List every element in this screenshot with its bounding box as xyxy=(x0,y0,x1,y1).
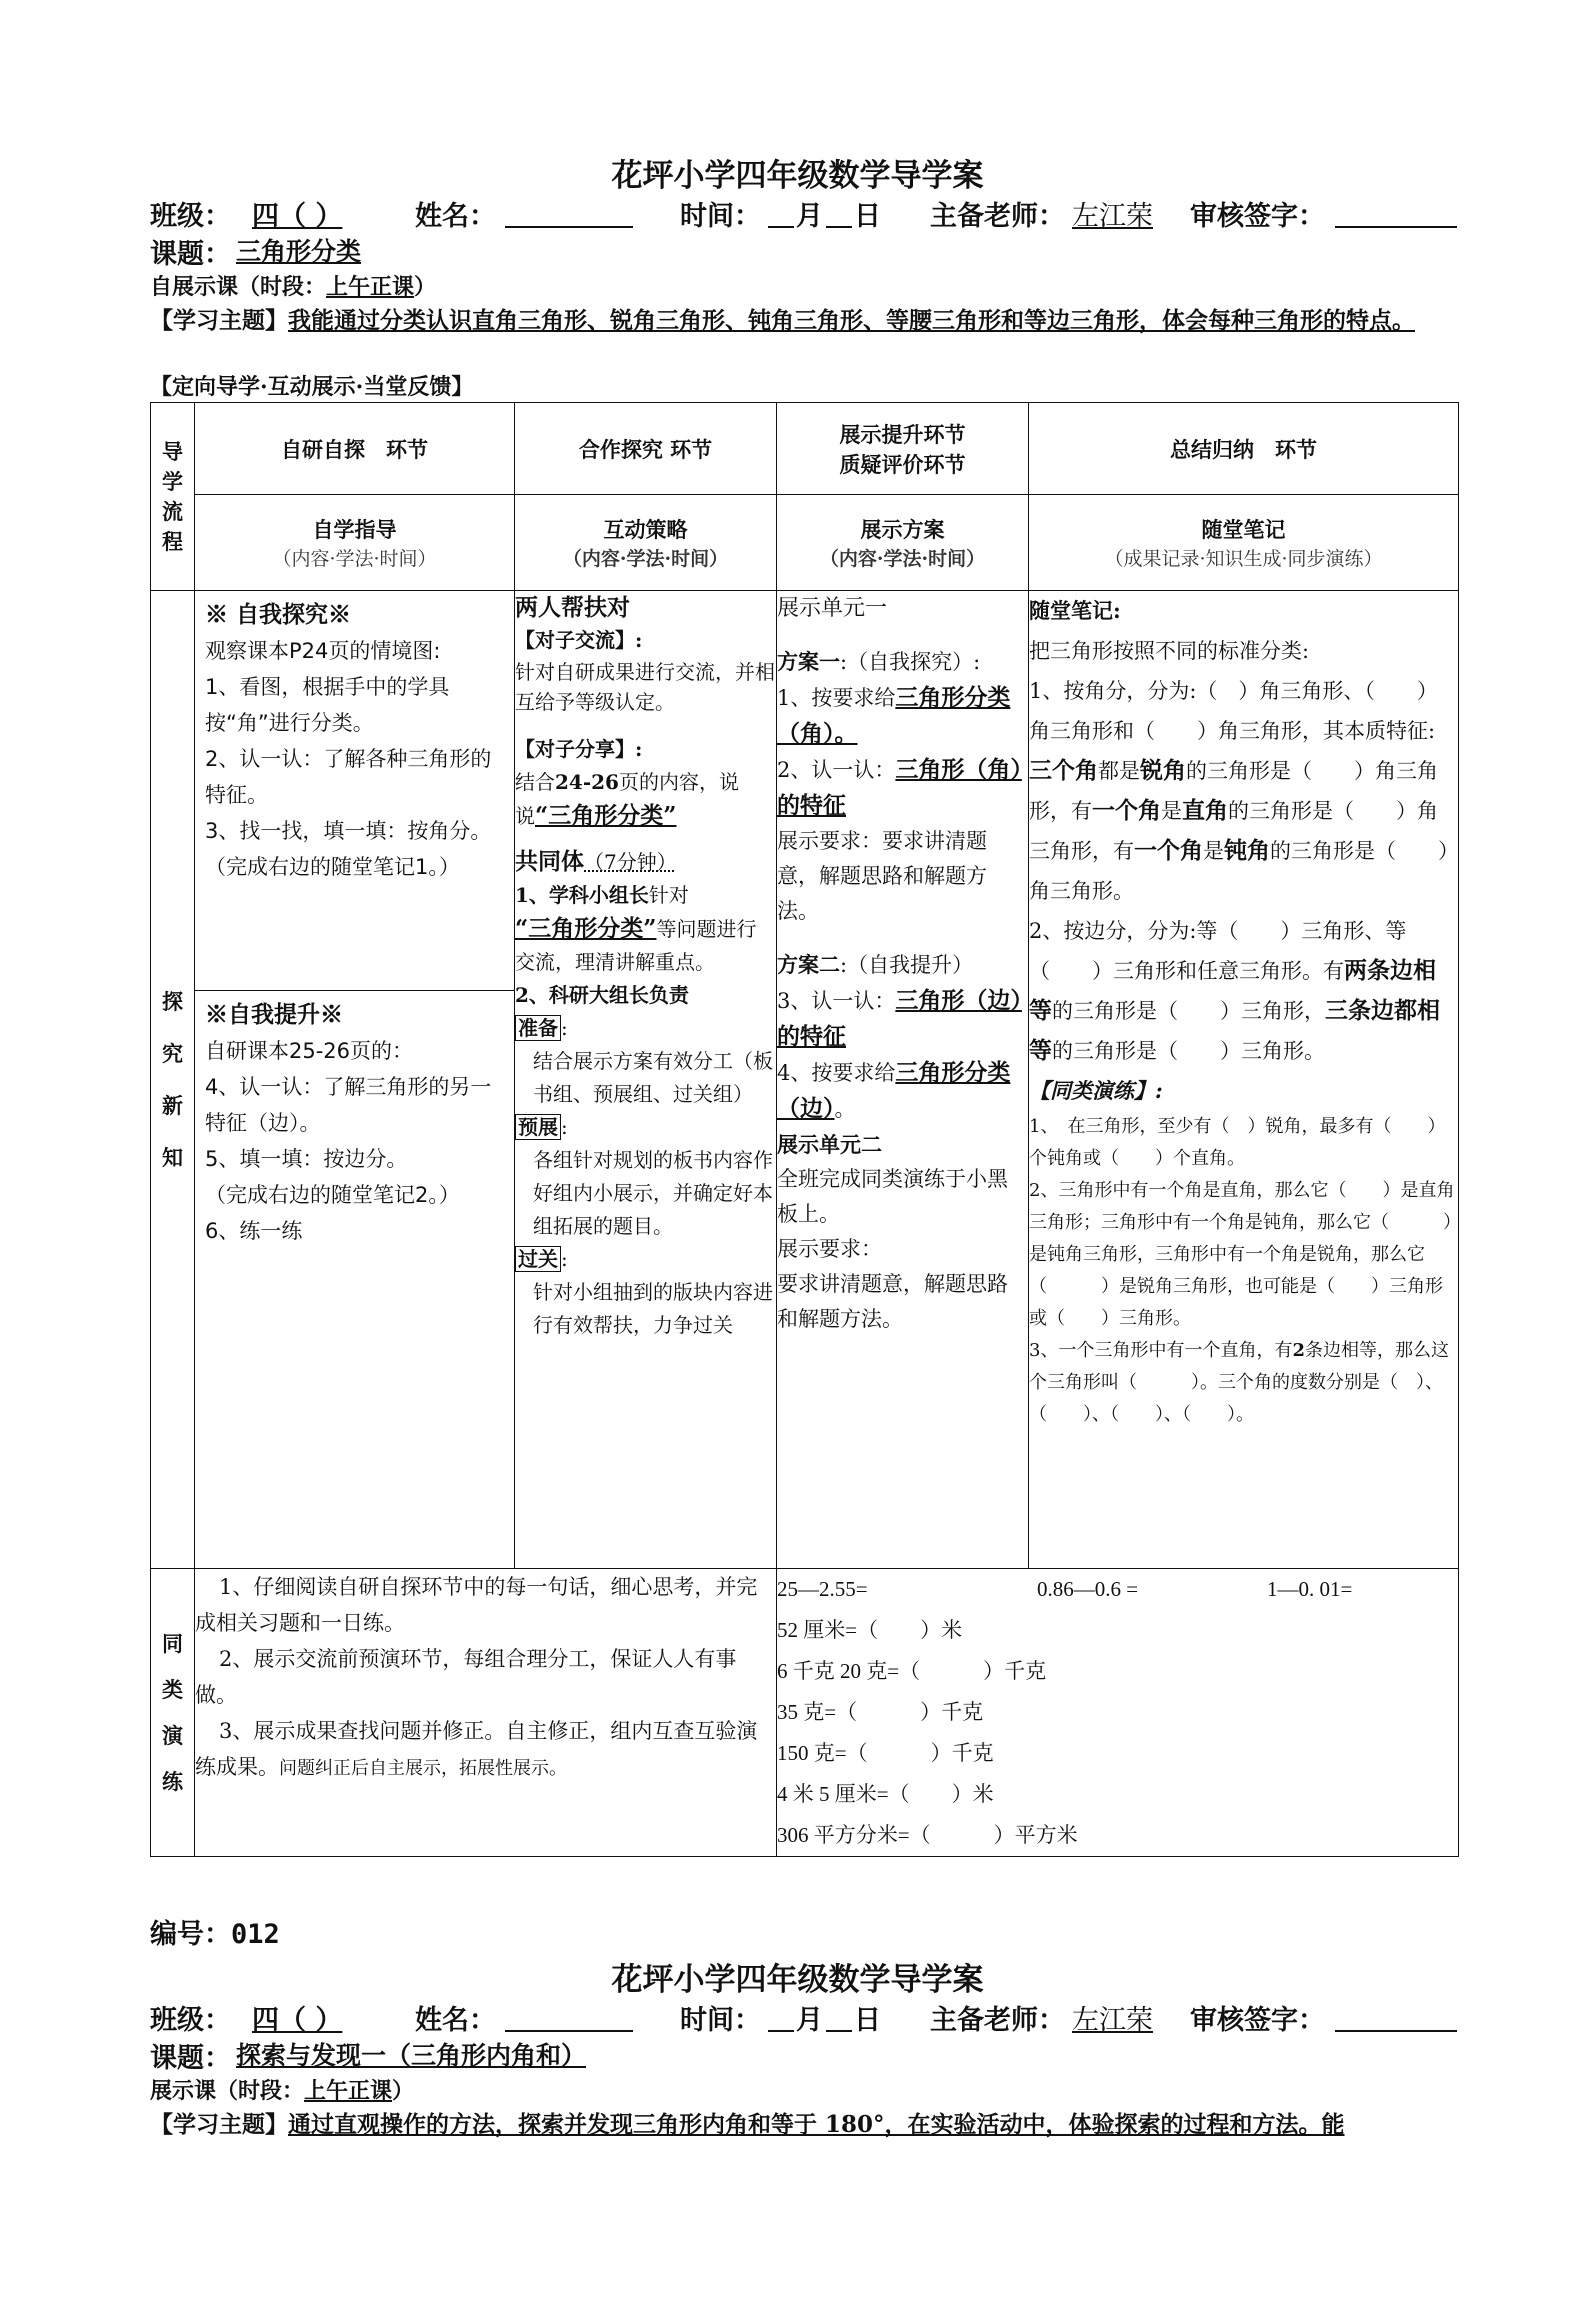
topic-row-2 xyxy=(150,2036,850,2074)
teacher-value: 左江荣 xyxy=(1072,201,1153,232)
step-text: 2、认一认： xyxy=(777,758,896,782)
lesson-type xyxy=(150,270,436,301)
col4-head: 总结归纳 环节 xyxy=(1029,403,1459,495)
colon: : xyxy=(561,1115,568,1139)
notes-text: 1、按角分，分为:（ ）角三角形、（ ）角三角形和（ ）角三角形，其本质特征: xyxy=(1029,679,1438,743)
notes-text: 都是 xyxy=(1098,759,1140,783)
col4-sub xyxy=(1029,495,1459,591)
topic-value: 探索与发现一（三角形内角和） xyxy=(236,2041,587,2070)
step-text: 4、按要求给 xyxy=(777,1061,896,1085)
notes-text: 是 xyxy=(1161,799,1182,823)
review-label: 审核签字： xyxy=(1190,2005,1325,2036)
col3-head-line2: 质疑评价环节 xyxy=(839,451,966,477)
practice-guide-small: 问题纠正后自主展示，拓展性展示。 xyxy=(279,1758,567,1779)
explore-label-cell xyxy=(151,591,195,1569)
col3-sub-title: 展示方案 xyxy=(860,517,945,542)
calc-item: 25—2.55= xyxy=(777,1577,868,1601)
self-improve-title: ※自我提升※ xyxy=(205,1001,343,1028)
step-end: 。 xyxy=(834,1097,856,1121)
practice-q1: 1、 在三角形，至少有（ ）锐角，最多有（ ）个钝角或（ ）个直角。 xyxy=(1029,1116,1446,1169)
day-field[interactable] xyxy=(826,198,852,228)
theme-prefix: 【学习主题】 xyxy=(150,2111,288,2138)
notes-key: 一个角 xyxy=(1134,837,1203,864)
calc-item: 1—0. 01= xyxy=(1267,1577,1353,1601)
pair-share-label: 【对子分享】: xyxy=(515,737,643,761)
header-info-row xyxy=(150,194,1460,232)
notes-key: 钝角 xyxy=(1224,837,1270,864)
step-topic: 三角形（边）的特征 xyxy=(777,987,1022,1050)
col3-head xyxy=(777,403,1029,495)
leader-text: 针对 xyxy=(648,883,689,907)
month-field[interactable] xyxy=(768,198,794,228)
self-explore-line: 观察课本P24页的情境图: xyxy=(205,639,441,663)
col1-sub-title: 自学指导 xyxy=(312,517,397,542)
teacher-label: 主备老师： xyxy=(930,2005,1065,2036)
lesson-type-label: 自展示课（时段： xyxy=(150,274,327,300)
notes-key: 三个角 xyxy=(1029,757,1098,784)
serial-value: 012 xyxy=(231,1919,280,1950)
calc-item: 0.86—0.6 = xyxy=(1037,1577,1139,1601)
practice-q3 xyxy=(1029,1335,1458,1431)
notes-text: 的三角形是（ ）三角形， xyxy=(1052,999,1325,1023)
practice-guide-text: 3、展示成果查找问题并修正。自主修正，组内互查互验演练成果。 xyxy=(195,1719,758,1779)
colon: : xyxy=(561,1247,568,1271)
practice-label: 同类演练 xyxy=(162,1630,183,1794)
col2-sub xyxy=(515,495,777,591)
notes-key: 一个角 xyxy=(1092,797,1161,824)
practice-label-cell xyxy=(151,1569,195,1857)
practice-guide-item xyxy=(195,1713,764,1787)
lesson-type-end: ） xyxy=(414,274,437,300)
self-explore-line: 3、找一找，填一填：按角分。 xyxy=(205,819,492,843)
teacher-label: 主备老师： xyxy=(930,201,1065,232)
community-title: 共同体 xyxy=(515,848,584,875)
notes-key: 2 xyxy=(1292,1340,1305,1361)
pass-box: 过关 xyxy=(515,1246,561,1272)
self-improve-line: 6、练一练 xyxy=(205,1219,303,1243)
self-improve-line: 5、填一填：按边分。 xyxy=(205,1147,408,1171)
class-value[interactable]: 四（ ） xyxy=(252,2005,343,2036)
theme-prefix: 【学习主题】 xyxy=(150,307,288,334)
pair-exchange-label: 【对子交流】: xyxy=(515,628,643,652)
lesson-type-label: 展示课（时段： xyxy=(150,2078,305,2104)
practice-title: 【同类演练】: xyxy=(1029,1078,1163,1103)
plan-1-line xyxy=(777,644,1028,680)
step-topic: 三角形分类（边） xyxy=(777,1059,1011,1122)
topic-value: 三角形分类 xyxy=(236,237,362,266)
practice-guide-cell xyxy=(195,1569,777,1857)
plan-2-step-3 xyxy=(777,983,1028,1055)
learning-theme xyxy=(150,304,1450,337)
prepare-box: 准备 xyxy=(515,1015,561,1041)
flow-label: 导学流程 xyxy=(162,438,183,554)
cooperation-cell xyxy=(515,591,777,1569)
preview-line xyxy=(515,1111,776,1144)
spacer xyxy=(777,929,1028,947)
self-explore-line: 2、认一认：了解各种三角形的特征。 xyxy=(205,747,492,807)
pair-share-text xyxy=(515,766,776,833)
display-unit-2: 展示单元二 xyxy=(777,1132,882,1157)
serial-label: 编号： xyxy=(150,1919,231,1950)
self-explore-line: 1、看图，根据手中的学具按“角”进行分类。 xyxy=(205,675,450,735)
col2-sub-note: （内容·学法·时间） xyxy=(562,548,729,570)
calc-item: 35 克=（ ）千克 xyxy=(777,1700,984,1724)
preview-text: 各组针对规划的板书内容作好组内小展示，并确定好本组拓展的题目。 xyxy=(533,1148,773,1238)
self-explore-line: （完成右边的随堂笔记1。） xyxy=(205,855,460,879)
page-title: 花坪小学四年级数学导学案 xyxy=(611,158,984,194)
calc-row-1 xyxy=(777,1569,1458,1610)
day-label: 日 xyxy=(854,2005,881,2036)
prepare-text: 结合展示方案有效分工（板书组、预展组、过关组） xyxy=(533,1049,773,1106)
display-requirement-text: 要求讲清题意，解题思路和解题方法。 xyxy=(777,1272,1008,1331)
self-improve-line: （完成右边的随堂笔记2。） xyxy=(205,1183,460,1207)
step-text: 3、认一认： xyxy=(777,989,896,1013)
col4-sub-note: （成果记录·知识生成·同步演练） xyxy=(1104,548,1383,570)
col4-sub-title: 随堂笔记 xyxy=(1201,517,1286,542)
col2-head: 合作探究 环节 xyxy=(515,403,777,495)
plan-1-label: 方案一 xyxy=(777,649,840,674)
theme-text: 我能通过分类认识直角三角形、锐角三角形、钝角三角形、等腰三角形和等边三角形，体会每种三角形的特点。 xyxy=(288,307,1415,334)
pass-text: 针对小组抽到的版块内容进行有效帮扶，力争过关 xyxy=(533,1280,773,1337)
leader-topic-text: 等问题进行交流，理清讲解重点。 xyxy=(515,917,757,974)
leader-line xyxy=(515,879,776,912)
class-notes-cell xyxy=(1029,591,1459,1569)
plan-2-note: :（自我提升） xyxy=(840,953,974,977)
day-label: 日 xyxy=(854,201,881,232)
spacer xyxy=(515,833,776,845)
research-leader: 2、科研大组长负责 xyxy=(515,983,689,1007)
prepare-line xyxy=(515,1012,776,1045)
name-field[interactable] xyxy=(505,2002,633,2032)
display-plan-cell xyxy=(777,591,1029,1569)
notes-key: 直角 xyxy=(1182,797,1228,824)
notes-text: 的三角形是（ ）角三角形。 xyxy=(1029,839,1449,903)
topic-row xyxy=(150,232,550,270)
pair-help-title: 两人帮扶对 xyxy=(515,594,630,621)
header-info-row-2 xyxy=(150,1998,1460,2036)
notes-text: 2、按边分，分为:等（ ）三角形、等（ ）三角形和任意三角形。有 xyxy=(1029,919,1407,983)
step-text: 1、按要求给 xyxy=(777,686,896,710)
review-label: 审核签字： xyxy=(1190,201,1325,232)
name-field[interactable] xyxy=(505,198,633,228)
notes-text: 的三角形是（ ）三角形。 xyxy=(1052,1039,1325,1063)
plan-2-step-4 xyxy=(777,1055,1028,1127)
spacer xyxy=(777,626,1028,644)
pair-share-part: 结合 xyxy=(515,770,555,794)
theme-text: 通过直观操作的方法，探索并发现三角形内角和等于 180°，在实验活动中，体验探索的过程和方法。能 xyxy=(288,2111,1345,2138)
notes-text: 的三角形是（ ）角三角形，有 xyxy=(1029,799,1438,863)
calc-item: 150 克=（ ）千克 xyxy=(777,1741,994,1765)
day-field[interactable] xyxy=(826,2002,852,2032)
teacher-value: 左江荣 xyxy=(1072,2005,1153,2036)
lesson-type-end: ） xyxy=(392,2078,415,2104)
serial-number xyxy=(150,1912,280,1951)
leader-label: 1、学科小组长 xyxy=(515,883,649,907)
notes-by-side xyxy=(1029,911,1458,1071)
time-label: 时间： xyxy=(680,2005,761,2036)
learning-theme-2 xyxy=(150,2108,1450,2141)
display-requirement-label: 展示要求： xyxy=(777,1237,882,1261)
class-label: 班级： xyxy=(150,201,231,232)
guide-line: 【定向导学·互动展示·当堂反馈】 xyxy=(150,374,474,400)
class-value[interactable]: 四（ ） xyxy=(252,201,343,232)
study-plan-table xyxy=(150,402,1459,1857)
spacer xyxy=(515,717,776,733)
name-label: 姓名： xyxy=(415,201,496,232)
practice-q2: 2、三角形中有一个角是直角，那么它（ ）是直角三角形；三角形中有一个角是钝角，那么它（ ）是钝角三角形，三角形中有一个角是锐角，那么它（ ）是锐角三角形，也可能是（ ）三角形或（ ）三角形。 xyxy=(1029,1180,1455,1329)
month-field[interactable] xyxy=(768,2002,794,2032)
review-signature-field[interactable] xyxy=(1335,198,1457,228)
leader-topic-line xyxy=(515,912,776,979)
pair-share-pages: 24-26 xyxy=(555,770,619,794)
plan-1-step-2 xyxy=(777,752,1028,824)
pair-exchange-text: 针对自研成果进行交流，并相互给予等级认定。 xyxy=(515,660,775,714)
topic-label: 课题： xyxy=(150,2043,231,2074)
time-label: 时间： xyxy=(680,201,761,232)
step-topic: 三角形（角）的特征 xyxy=(777,756,1022,819)
pass-line xyxy=(515,1243,776,1276)
self-explore-block xyxy=(195,591,514,991)
topic-label: 课题： xyxy=(150,239,231,270)
calc-item: 4 米 5 厘米=（ ）米 xyxy=(777,1782,994,1806)
notes-text: 的三角形是（ ）角三角形，有 xyxy=(1029,759,1438,823)
notes-text: 3、一个三角形中有一个直角，有 xyxy=(1029,1340,1293,1361)
month-label: 月 xyxy=(796,201,823,232)
notes-intro: 把三角形按照不同的标准分类: xyxy=(1029,639,1310,663)
step-topic: 三角形分类（角）。 xyxy=(777,684,1011,747)
review-signature-field[interactable] xyxy=(1335,2002,1457,2032)
col3-sub xyxy=(777,495,1029,591)
self-improve-line: 自研课本25-26页的： xyxy=(205,1039,414,1063)
calc-item: 6 千克 20 克=（ ）千克 xyxy=(777,1659,1047,1683)
leader-topic: “三角形分类” xyxy=(515,915,657,942)
lesson-time: 上午正课 xyxy=(304,2078,393,2104)
notes-key: 锐角 xyxy=(1140,757,1186,784)
notes-key: 三条边都相等 xyxy=(1029,997,1440,1064)
plan-2-line xyxy=(777,947,1028,983)
lesson-type-2 xyxy=(150,2074,414,2105)
col1-sub-note: （内容·学法·时间） xyxy=(272,548,437,570)
community-time: （7分钟） xyxy=(584,850,677,874)
col3-head-line1: 展示提升环节 xyxy=(839,421,966,447)
display-unit-2-text: 全班完成同类演练于小黑板上。 xyxy=(777,1167,1008,1226)
practice-guide-item: 2、展示交流前预演环节，每组合理分工，保证人人有事做。 xyxy=(195,1647,737,1707)
self-improve-block xyxy=(195,991,514,1255)
name-label: 姓名： xyxy=(415,2005,496,2036)
flow-label-cell xyxy=(151,403,195,591)
display-unit-1: 展示单元一 xyxy=(777,596,888,621)
community-line xyxy=(515,845,776,879)
notes-key: 两条边相等 xyxy=(1029,957,1436,1024)
col2-sub-title: 互动策略 xyxy=(603,517,688,542)
plan-2-label: 方案二 xyxy=(777,952,840,977)
practice-guide-item: 1、仔细阅读自研自探环节中的每一句话，细心思考，并完成相关习题和一日练。 xyxy=(195,1575,758,1635)
notes-by-angle xyxy=(1029,671,1458,911)
notes-text: 是 xyxy=(1203,839,1224,863)
calc-item: 52 厘米=（ ）米 xyxy=(777,1618,963,1642)
lesson-time: 上午正课 xyxy=(326,274,415,300)
col1-sub xyxy=(195,495,515,591)
colon: : xyxy=(561,1016,568,1040)
notes-text: 条边相等，那么这个三角形叫（ ）。三个角的度数分别是（ ）、（ ）、（ ）、（ ）。 xyxy=(1029,1340,1449,1425)
page-title-2: 花坪小学四年级数学导学案 xyxy=(611,1962,984,1998)
pair-share-topic: “三角形分类” xyxy=(535,802,677,829)
notes-title: 随堂笔记: xyxy=(1029,598,1121,623)
preview-box: 预展 xyxy=(515,1114,561,1140)
col3-sub-note: （内容·学法·时间） xyxy=(819,548,986,570)
self-study-cell xyxy=(195,591,515,1569)
class-label: 班级： xyxy=(150,2005,231,2036)
self-improve-line: 4、认一认：了解三角形的另一特征（边）。 xyxy=(205,1075,492,1135)
month-label: 月 xyxy=(796,2005,823,2036)
col1-head: 自研自探 环节 xyxy=(195,403,515,495)
calc-exercise-cell xyxy=(777,1569,1459,1857)
pair-share-part: 页的内容，说说 xyxy=(515,770,739,828)
calc-item: 306 平方分米=（ ）平方米 xyxy=(777,1823,1078,1847)
self-explore-title: ※ 自我探究※ xyxy=(205,601,352,628)
plan-1-note: :（自我探究）: xyxy=(840,650,981,674)
explore-label: 探究新知 xyxy=(162,988,183,1170)
display-requirement: 展示要求：要求讲清题意，解题思路和解题方法。 xyxy=(777,829,987,923)
plan-1-step-1 xyxy=(777,680,1028,752)
